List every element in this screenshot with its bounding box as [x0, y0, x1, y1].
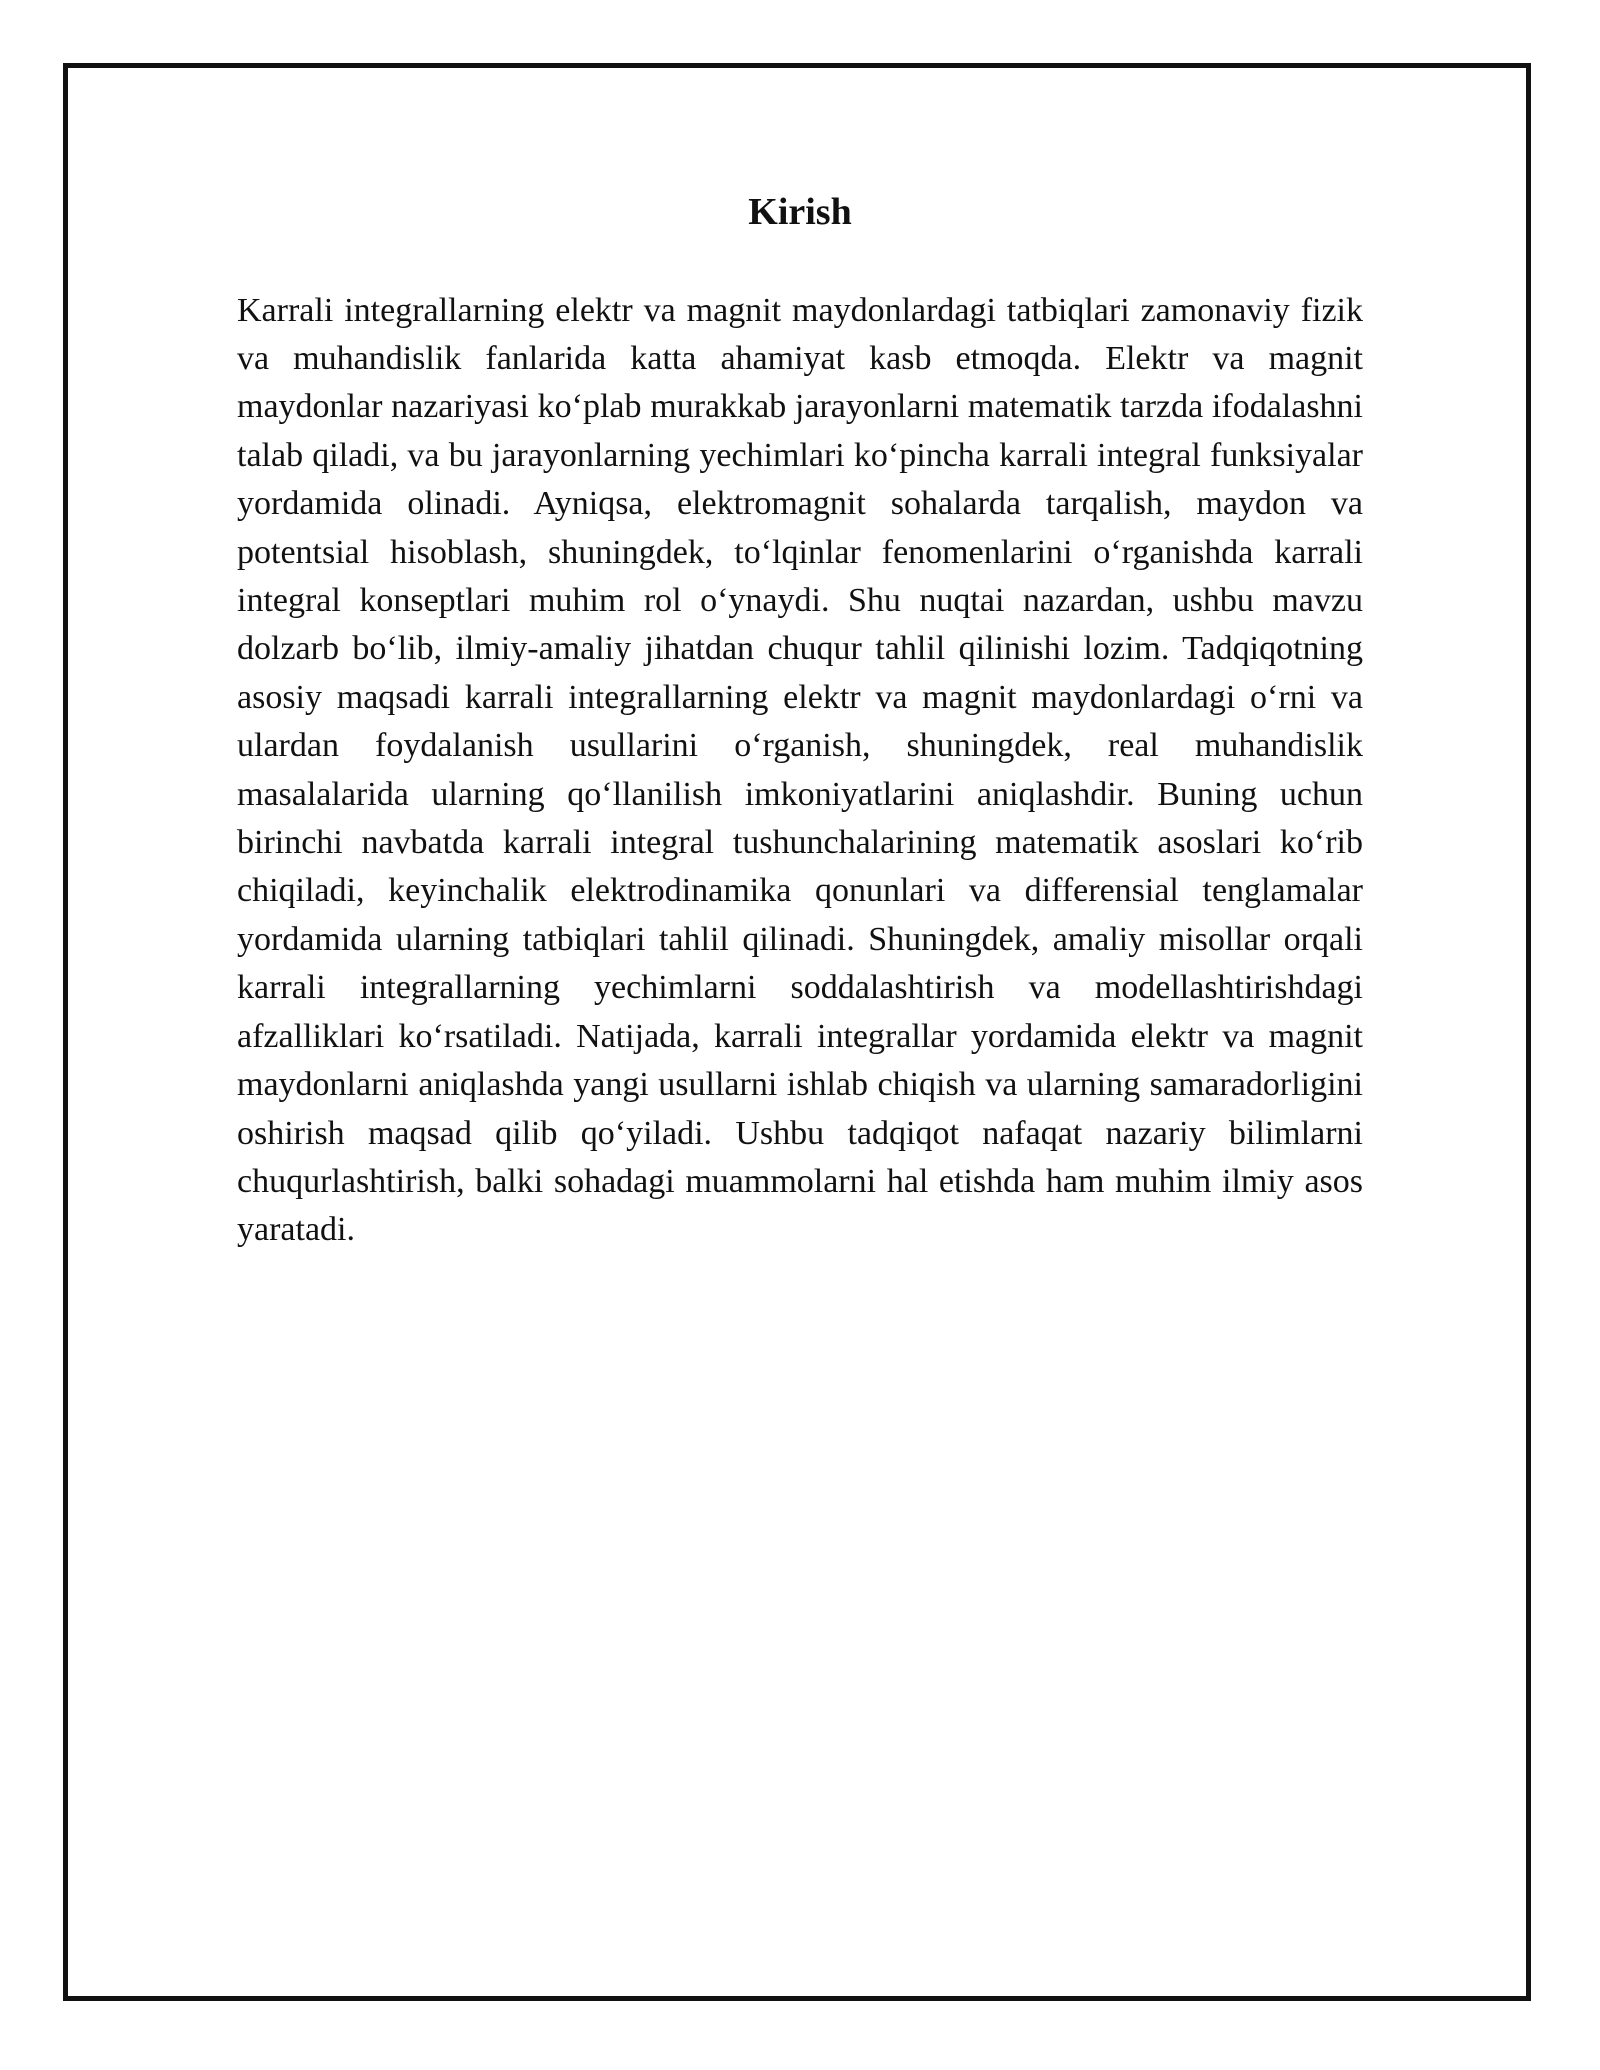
page-title: Kirish — [748, 191, 852, 233]
document-body — [237, 190, 1363, 1255]
introduction-paragraph: Karrali integrallarning elektr va magnit maydonlardagi tatbiqlari zamonaviy fizik va muhandislik fanlarida katta ahamiyat kasb etmoqda. Elektr va magnit maydonlar nazariyasi ko‘plab murakkab jarayonlarni matematik tarzda ifodalashni talab qiladi, va bu jarayonlarning yechimlari ko‘pincha karrali integral funksiyalar yordamida olinadi. Ayniqsa, elektromagnit sohalarda tarqalish, maydon va potentsial hisoblash, shuningdek, to‘lqinlar fenomenlarini o‘rganishda karrali integral konseptlari muhim rol o‘ynaydi. Shu nuqtai nazardan, ushbu mavzu dolzarb bo‘lib, ilmiy-amaliy jihatdan chuqur tahlil qilinishi lozim. Tadqiqotning asosiy maqsadi karrali integrallarning elektr va magnit maydonlardagi o‘rni va ulardan foydalanish usullarini o‘rganish, shuningdek, real muhandislik masalalarida ularning qo‘llanilish imkoniyatlarini aniqlashdir. Buning uchun birinchi navbatda karrali integral tushunchalarining matematik asoslari ko‘rib chiqiladi, keyinchalik elektrodinamika qonunlari va differensial tenglamalar yordamida ularning tatbiqlari tahlil qilinadi. Shuningdek, amaliy misollar orqali karrali integrallarning yechimlarni soddalashtirish va modellashtirishdagi afzalliklari ko‘rsatiladi. Natijada, karrali integrallar yordamida elektr va magnit maydonlarni aniqlashda yangi usullarni ishlab chiqish va ularning samaradorligini oshirish maqsad qilib qo‘yiladi. Ushbu tadqiqot nafaqat nazariy bilimlarni chuqurlashtirish, balki sohadagi muammolarni hal etishda ham muhim ilmiy asos yaratadi. — [237, 291, 1363, 1249]
